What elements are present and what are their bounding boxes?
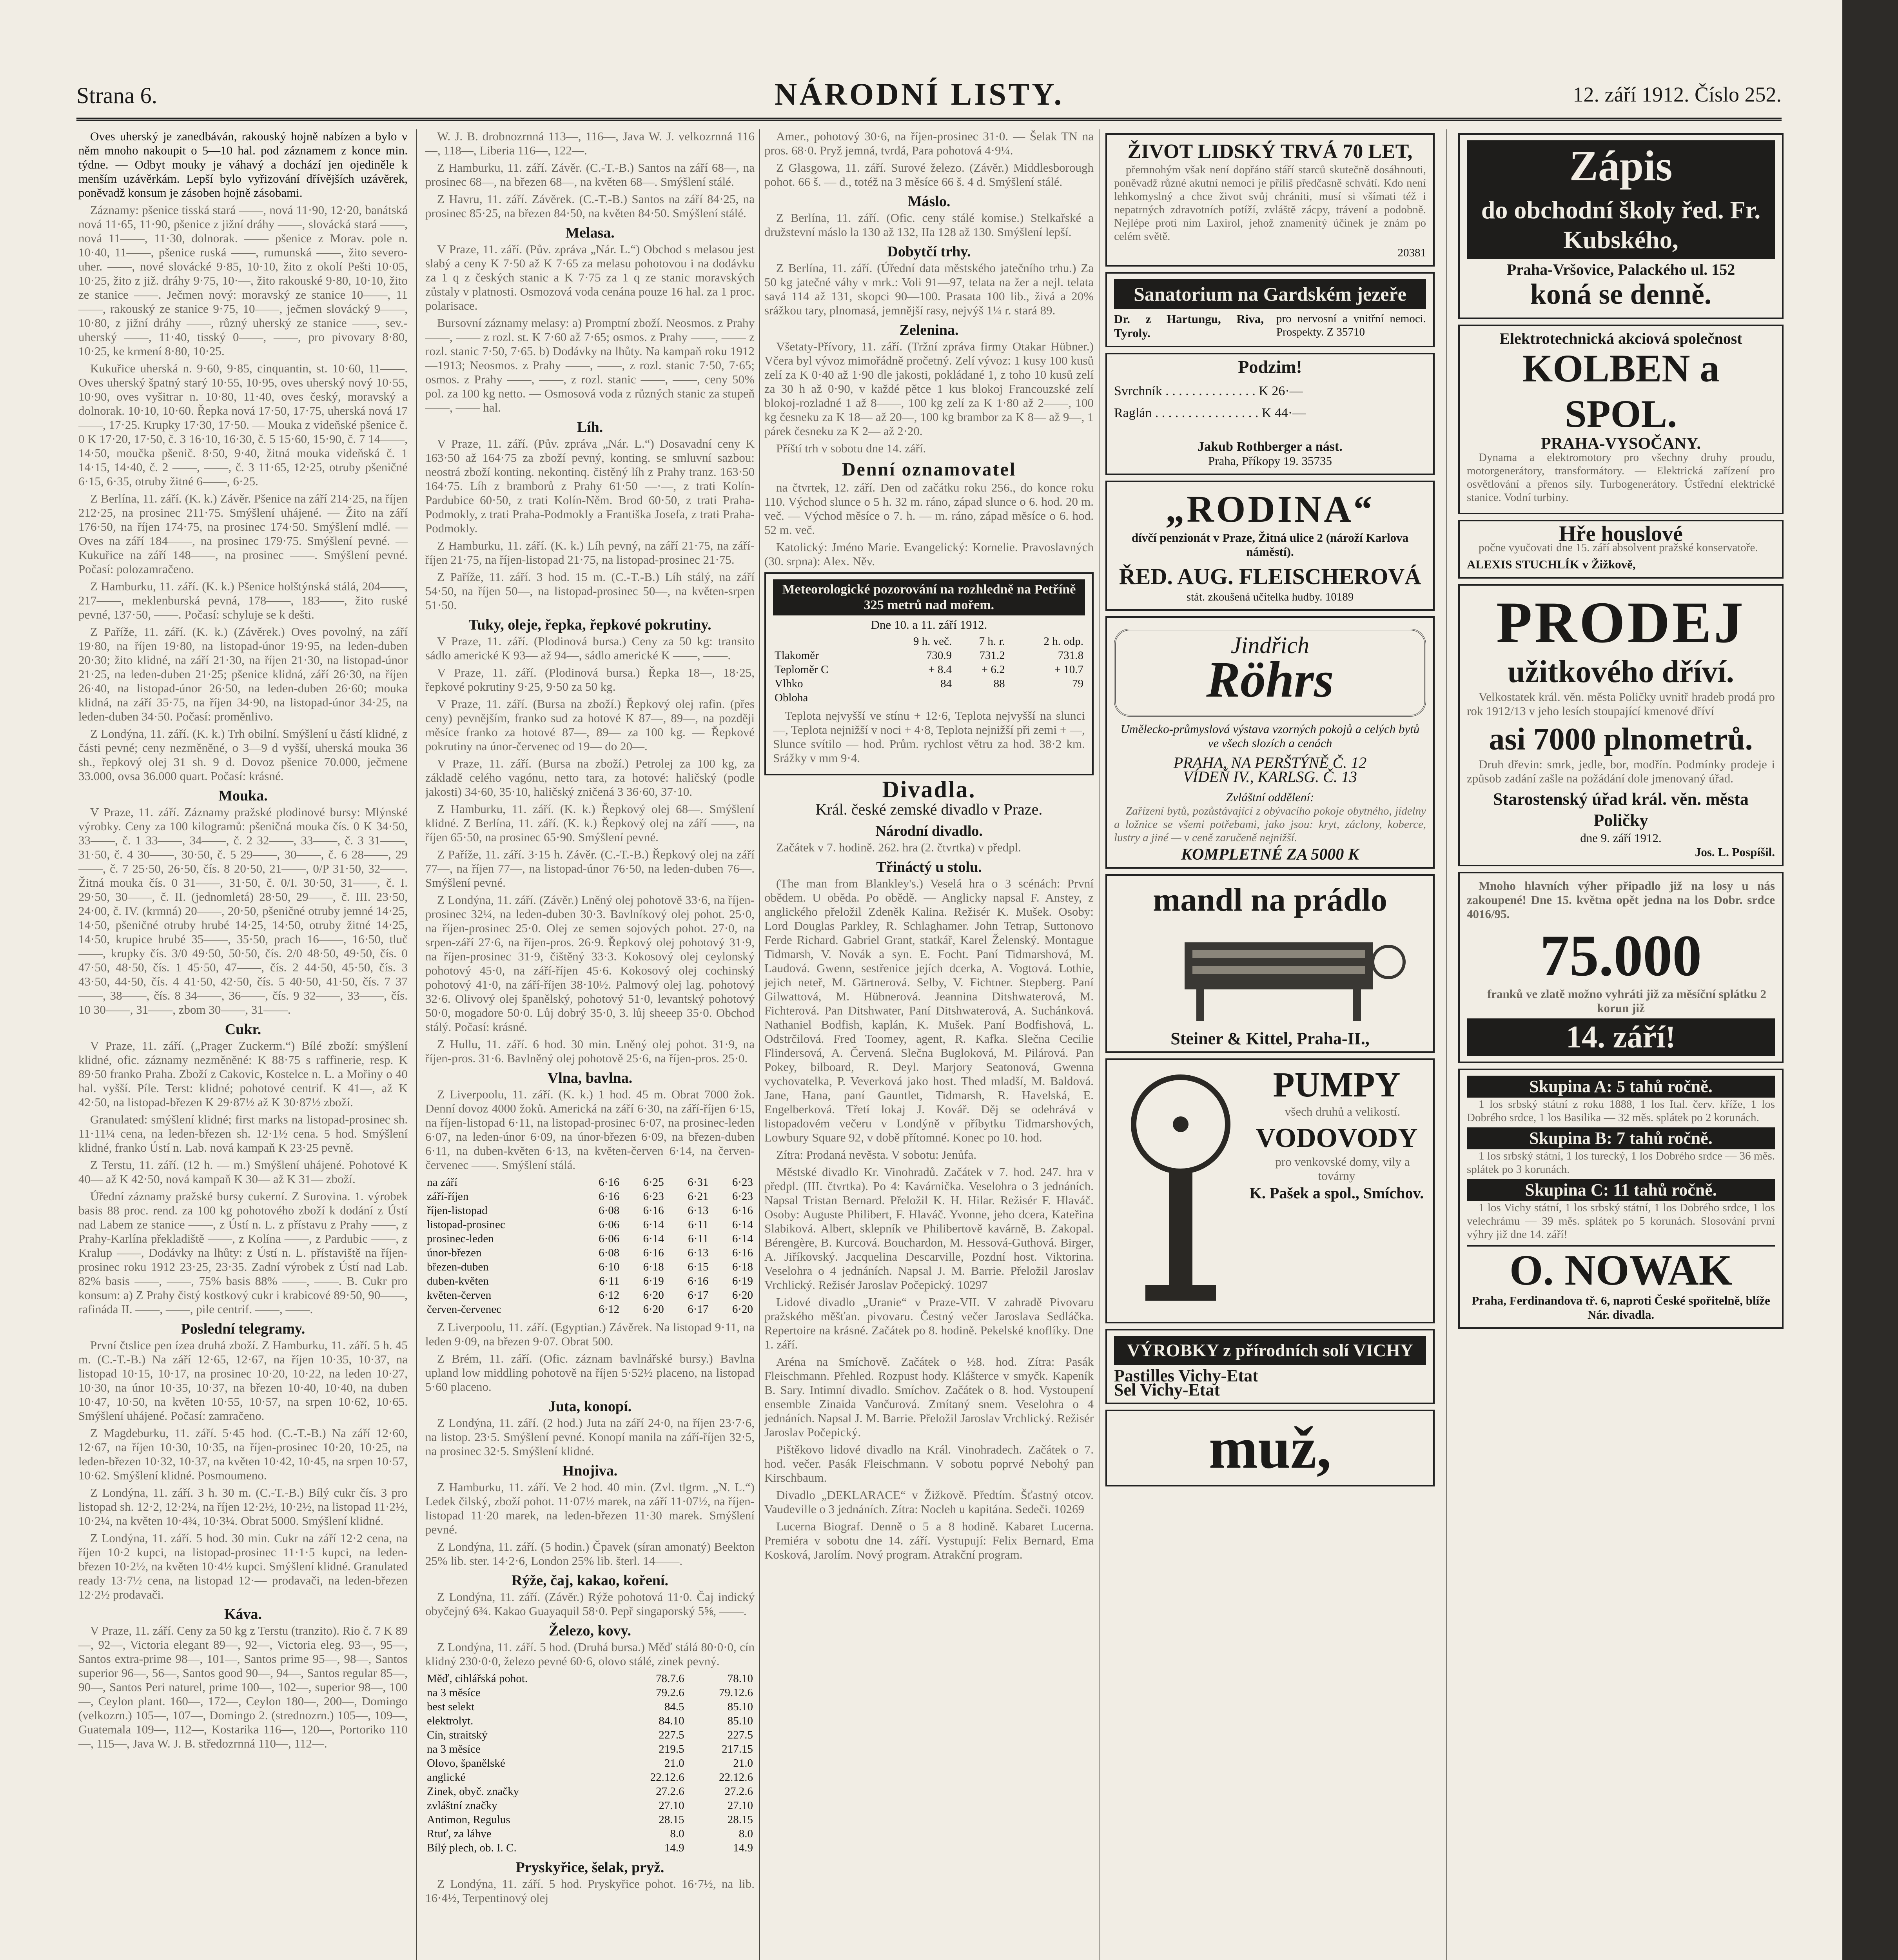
body-text: Z Hamburku, 11. září. Závěr. (C.-T.-B.) Santos na září 68—, na prosinec 68—, na březen 68—, na květen 68—. Smýšlení stálé. [425,161,755,189]
ad-address: Praha-Vršovice, Palackého ul. 152 [1506,261,1735,278]
met-value [877,691,953,705]
ad-text: Umělecko-průmyslová výstava vzorných pokojů a celých bytů ve všech slozích a cenách [1120,722,1420,750]
body-text: V Praze, 11. září. (Plodinová bursa.) Řepka 18—, 18·25, řepkové pokrutiny 9·25, 9·50 za 50 kg. [425,666,755,693]
ad-line: Sel Vichy-Etat [1114,1380,1220,1399]
body-text: Z Hullu, 11. září. 6 hod. 30 min. Lněný olej pohot. 31·9, na říjen-pros. 31·6. Bavlněný olej pohotově 25·6, na říjen-pros. 25·0. [425,1037,755,1065]
ad-text: 1 los Vichy státní, 1 los srbský státní, 1 los Dobrého srdce, 1 los velechrámu — 39 měs. splátek po 5 korunách. Slosování první výhry již dne 14. září! [1467,1201,1775,1241]
ad-text: KOMPLETNÉ ZA 5000 K [1181,846,1359,864]
body-text: Granulated: smýšlení klidné; first marks na listopad-prosinec sh. 11·11¼ cena, na leden-březen sh. 12·1½ cena. 5 hod. Smýšlení klidné, franko Ústí n. Lab. nová kampaň K 23·25 pevně. [78,1112,408,1154]
ad-address: Praha, Příkopy 19. 35735 [1208,454,1332,468]
body-text: Z Londýna, 11. září. 5 hod. Pryskyřice pohot. 16·7½, na lib. 16·4½, Terpentinový olej [425,1877,755,1905]
met-value: + 8.4 [928,663,952,676]
ad-pumpy [1105,1058,1435,1323]
ad-title: VÝROBKY z přírodních solí VICHY [1114,1336,1426,1365]
body-text: Z Brém, 11. září. (Ofic. záznam bavlnářské bursy.) Bavlna upland low middling pohotově na říjen 5·52½ placeno, na listopad 5·60 placeno. [425,1352,755,1394]
ad-text: dívčí penzionát v Praze, Žitná ulice 2 (nároží Karlova náměstí). [1131,531,1409,559]
ad-line: Pastilles Vichy-Etat [1114,1366,1258,1385]
ad-name: ALEXIS STUCHLÍK v Žižkově, [1467,557,1636,571]
body-text: Z Londýna, 11. září. 5 hod. 30 min. Cukr na září 12·2 cena, na říjen 10·2 kupci, na listopad-prosinec 11·1·5 kupci, na leden-březen 10·2½, na květen 10·4½ kupci. Smýšlení klidné. Granulated ready 13·7½ cena, na listopad 12·— prodavači, na leden-březen 12·2½ prodavači. [78,1531,408,1601]
ad-rodina [1105,481,1435,611]
ad-mandl [1105,874,1435,1053]
body-text: Z Liverpoolu, 11. září. (K. k.) 1 hod. 45 m. Obrat 7000 žok. Denní dovoz 4000 žoků. Americká na září 6·30, na září-říjen 6·15, na říjen-listopad 6·11, na listopad-prosinec 6·07, na prosinec-leden 6·07, na leden-únor 6·09, na únor-březen 6·09, na březen-duben 6·11, na duben-květen 6·13, na květen-červen 6·14, na červen-červenec ——. Smýšlení stálá. [425,1087,755,1172]
body-text: Zítra: Prodaná nevěsta. V sobotu: Jenůfa. [776,1148,977,1161]
ad-title: muž, [1208,1416,1332,1481]
body-text: Lidové divadlo „Uranie“ v Praze-VII. V zahradě Pivovaru pražského měšťan. pivovaru. Čestný večer Jaroslava Sedláčka. Repertoire na krásné. Začátek po 8. hodině. Pekelské knoflíky. Dne 1. září. [764,1295,1094,1351]
body-text: Z Paříže, 11. září. 3·15 h. Závěr. (C.-T.-B.) Řepkový olej na září 77—, na říjen 77—, na listopad-únor 76·50, na leden-duben 76—. Smýšlení pevné. [425,848,755,889]
body-text: na čtvrtek, 12. září. Den od začátku roku 256., do konce roku 110. Východ slunce o 5 h. 32 m. ráno, západ slunce o 6. hod. 20 m. več. — Východ měsíce o 7. h. — m. ráno, západ měsíce o 6. hod. 52 m. več. [764,481,1094,537]
body-text: Z Londýna, 11. září. (Závěr.) Lněný olej pohotově 33·6, na říjen-prosinec 32¼, na leden-duben 30·3. Bavlníkový olej pohot. 25·0, na říjen-prosinec 25·0. Olej ze semen sojových pohot. 27·0, na srpen-září 27·6, na říjen-pros. 26·9. Řepkový olej pohotový 31·9, na říjen-prosinec 31·9, čištěný 33·3. Kokosový olej ceylonský pohotový 45·0, na září-říjen 45·6. Kokosový olej cochinský pohotový 41·0, na září-říjen 38·10½. Palmový olej lag. pohotový 32·6. Olivový olej španělský, pohotový 51·0, levantský pohotový 50·0, mogadore 50·0. Lůj dobrý 35·0, 3. lůj sheeep 35·0. Obchod stálý. Počasí: krásné. [425,893,755,1034]
price-line: Svrchník . . . . . . . . . . . . . . K 26·— [1114,384,1303,398]
ad-title: Sanatorium na Gardském jezeře [1114,279,1426,309]
body-text: Divadlo „DEKLARACE“ v Žižkově. Předtím. Šťastný otcov. Vaudeville o 3 jednáních. Zítra: Nocleh u kapitána. Sedeči. 10269 [764,1488,1094,1516]
section-heading: Vlna, bavlna. [547,1070,633,1086]
ad-title: Podzim! [1238,357,1302,377]
theatre-name: Král. české zemské divadlo v Praze. [815,800,1043,818]
page-header [76,74,1782,121]
column-market-reports [78,129,408,1960]
ad-date: dne 9. září 1912. [1580,831,1662,845]
ad-firm: K. Pašek a spol., Smíchov. [1249,1184,1424,1202]
ad-muz [1105,1410,1435,1486]
ad-text: počne vyučovati dne 15. září absolvent pražské konservatoře. [1479,541,1758,554]
ad-text: franků ve zlatě možno vyhráti již za měsíční splátku 2 korun již [1487,987,1767,1015]
body-text: Příští trh v sobotu dne 14. září. [776,441,926,455]
section-heading: Zelenina. [899,322,959,338]
ad-subtitle: užitkového dříví. [1508,655,1734,689]
ad-wood-sale [1458,584,1784,866]
section-heading: Denní oznamovatel [842,459,1016,480]
met-value: 731.8 [1058,649,1083,662]
ad-title: PUMPY [1273,1065,1401,1104]
body-text: Z Londýna, 11. září. (2 hod.) Juta na září 24·0, na říjen 23·7·6, na listop. 23·5. Smýšlení pevné. Konopí manila na září-říjen 32·5, na prosinec 32·5. Smýšlení klidné. [425,1416,755,1458]
ad-firm: Jakub Rothberger a nást. [1198,439,1343,454]
body-text: Z Berlína, 11. září. (Ofic. ceny stálé komise.) Stelkařské a družstevní máslo la 130 až 132, IIa 128 až 130. Smýšlení lepší. [764,211,1094,239]
column-rule [416,129,417,1960]
body-text: Amer., pohotový 30·6, na říjen-prosinec 31·0. — Šelak TN na pros. 68·0. Pryž jemná, tvrdá, Para pohotová 4·9¼. [764,129,1094,157]
issue-date: 12. září 1912. Číslo 252. [1573,83,1782,106]
body-text: Z Londýna, 11. září. 5 hod. (Druhá bursa.) Měď stálá 80·0·0, cín klidný 230·0·0, železo pevné 60·6, olovo stálé, zinek pevný. [425,1640,755,1668]
body-text: Teplota nejvyšší ve stínu + 12·6, Teplota nejvyšší na slunci —, Teplota nejnižší v noci + 4·8, Teplota nejnižší při zemi + —, Slunce svítilo — hod. Prům. rychlost větru za hod. 38·2 km. Srážky v mm 9·4. [773,709,1085,765]
section-heading: Tuky, oleje, řepka, řepkové pokrutiny. [468,617,711,633]
body-text: Bursovní záznamy melasy: a) Promptní zboží. Neosmos. z Prahy ——, —— z rozl. st. K 7·60 až 7·65; osmos. z Prahy ——, —— z rozl. stanic 7·50, 7·65. b) Dodávky na lhůty. Na kampaň roku 1912—1913; Neosmos. z Prahy ——, ——, z rozl. stanic 7·50, 7·65; osmos. z Prahy ——, ——, z rozl. stanic ——, ——, ceny 50% pol. za 100 kg netto. — Osmosová voda z různých stanic za stupeň ——, —— hal. [425,316,755,414]
body-text: V Praze, 11. září. Záznamy pražské plodinové bursy: Mlýnské výrobky. Ceny za 100 kilogramů: pšeničná mouka čís. 0 K 34·50, 33——, č. 1 33——, 34——, č. 2 32——, 33——, č. 3 31——, 31·50, č. 4 30——, 30·50, č. 5 29——, 30——, č. 6 28——, 29——, č. 7 25·50, 26·50, čís. 8 20·50, 21——, 0/P 31·50, 32——. Žitná mouka čís. 0 31——, 31·50, č. 0/I. 30·50, 31——, č. I. 29·50, 30——, č. II. (jednomletá) 28·50, 29——, č. III. 23·50, 24·00, č. IV. (krmná) 20——, 20·50, pšeničné otruby jemné 14·25, 14·50, pšeničné otruby hrubé 14·25, 14·50, otruby žitné 14·25, 14·50, krupice hrubé 35——, 35·50, prach 16——, 16·50, tluč ——, krupky čís. 3/0 49·50, 50·50, čís. 2/0 48·50, 49·50, čís. 0 47·50, 48·50, čís. 1 45·50, 47——, čís. 2 44·50, 45·50, čís. 3 43·50, 44·50, čís. 4 41·50, 42·50, čís. 5 40·50, 41·50, čís. 7 37——, 38——, čís. 8 34——, 36——, čís. 9 32——, 33——, čís. 10 30——, 31——, zbom 30——, 31——. [78,805,408,1016]
ad-highlight: asi 7000 plnometrů. [1489,722,1753,757]
cotton-table: na září 6·16 6·25 6·31 6·23 září-říjen 6·16 6·23 6·21 6·23 říjen-listopad 6·08 6·16 6·13 6·16 listopad-prosinec 6·06 6·14 6·11 6·14 prosinec-leden 6·06 6·14 6·11 6·14 únor-březen 6·08 6·16 6·13 6·16 březen-duben 6·10 6·18 6·15 6·18 duben-květen 6·11 6·19 6·16 6·19 květen-červen 6·12 6·20 6·17 6·20 červen-červenec 6·12 6·20 6·17 6·20 [427,1176,753,1316]
body-text: Z Hamburku, 11. září. (K. k.) Řepkový olej 68—. Smýšlení klidné. Z Berlína, 11. září. (K. k.) Řepkový olej na září ——, na říjen 65·50, na prosinec 65·90. Smýšlení pevné. [425,802,755,844]
met-value: 730.9 [926,649,952,662]
pump-illustration [1114,1065,1247,1316]
section-heading: Divadla. [882,777,976,802]
body-text: V Praze, 11. září. (Pův. zpráva „Nár. L.“) Dosavadní ceny K 163·50 až 164·75 za zboží pevný, konting. se smluvní sazbou: neostrá zboží konting. nekontinq. čistěný líh z Prahy tranz. 163·50 164·75. Líh z bramborů z Prahy 61·50 —·—, z trati Kolín-Pardubice 60·50, z trati Kolín-Něm. Brod 60·50, z trati Praha-Podmokly, z trati Praha-Podmokly a Františka Josefa, z trati Praha-Podmokly. [425,437,755,535]
ad-address: Praha, Ferdinandova tř. 6, naproti České spořitelně, blíže Nár. divadla. [1472,1294,1770,1321]
body-text: Městské divadlo Kr. Vinohradů. Začátek v 7. hod. 247. hra v předpl. (III. čtvrtka). Po 4: Kavárnička. Veselohra o 3 jednáních. Napsal Tristan Bernard. Přeložil K. H. Hilar. Režisér F. Hlaváč. Osoby: Auguste Philibert, F. Hlaváč. Yvonne, jeho dcera, Kateřina Slabiková. Albert, sklepník ve Philibertově kavárně, B. Zakopal. Bérengère, B. Kurcová. Bouchardon, M. Hessová-Guthová. Birger, A. Jiříkovský. Jacquelina Descarville, Pozdní host. Viktorina. Veselohra o 4 jednáních. Napsal J. M. Barrie. Přeložil Jaroslav Vrchlický. Režisér Jaroslav Počepický. 10297 [764,1165,1094,1292]
ad-subtitle: do obchodní školy řed. Fr. Kubského, [1467,191,1775,259]
ad-text: 1 los srbský státní, 1 los turecký, 1 los Dobrého srdce — 36 měs. splátek po 3 korunách. [1467,1150,1775,1176]
section-heading: Rýže, čaj, kakao, koření. [511,1572,669,1589]
body-text: Z Londýna, 11. září. (Závěr.) Rýže pohotová 11·0. Čaj indický obyčejný 6¾. Kakao Guayaquil 58·0. Pepř singaporský 5⅝, ——. [425,1590,755,1618]
body-text: První čtslice pen ízea druhá zboží. Z Hamburku, 11. září. 5 h. 45 m. (C.-T.-B.) Na září 12·65, 12·67, na říjen 10·35, 10·37, na listopad 10·15, 10·17, na prosinec 10·20, 10·22, na leden 10·27, 10·30, na únor 10·35, 10·37, na březen 10·40, 10·40, na duben 10·47, 10·50, na květen 10·55, 10·57, na srpen 10·62, 10·65. Smýšlení uhájené. Počasí: zamračeno. [78,1338,408,1423]
met-value: 731.2 [979,649,1005,662]
play-title: Třináctý u stolu. [876,859,982,875]
section-heading: Dobytčí trhy. [887,243,971,260]
ad-text: přemnohým však není dopřáno stáří starců skutečně dosáhnouti, poněvadž různé akutní nemoci je příliš předčasně schvátí. Kdo není lehkomyslný a chce život svůj chrániti, musí si všímati též i nepatrných zdravotních potíží, zvláště zácpy, trávení a podobně. Nejlépe proti nim Laxirol, jehož znamenitý účinek je znám po celém světě. [1114,163,1426,243]
body-text: Záznamy: pšenice tisská stará ——, nová 11·90, 12·20, banátská nová 11·65, 11·90, pšenice z jižní dráhy ——, slovácká stará ——, nová 11——, 11·30, dolnorak. —— pšenice z Morav. pole n. 10·40, 11——, pšenice ruská ——, rumunská ——, žito severo-uher. ——, nové slovácké 9·85, 10·10, žito z okolí Pešti 10·05, 10·25, žito z již. dráhy 9·75, 10·—, žito rakouské 9·80, 10·10, žito ze stanice ——. Ječmen nový: moravský ze stanice 10——, 11——, rakouský ze stanice 9·75, 10——, ječmen slovácký 9——, 10·80, z jižní dráhy ——, různý uherský ze stanice ——, sev.-uherský ——, 11·40, tisský 0——, ——, pro pivovary 8·80, 10·25, ke krmení 8·80, 10·25. [78,203,408,358]
ad-title: Elektrotechnická akciová společnost [1499,330,1742,347]
body-text: Z Terstu, 11. září. (12 h. — m.) Smýšlení uhájené. Pohotové K 40— až K 42·50, nová kampaň K 30— až K 31— zboží. [78,1158,408,1186]
ad-text: Mnoho hlavních výher připadlo již na losy u nás zakoupené! Dne 15. května opět jedna na los Dobr. srdce 4016/95. [1467,879,1775,921]
met-time: 2 h. odp. [1043,635,1083,648]
ad-firm: Steiner & Kittel, Praha-II., [1170,1029,1370,1048]
mangle-illustration [1114,919,1420,1029]
body-text: Katolický: Jméno Marie. Evangelický: Kornelie. Pravoslavných (30. srpna): Alex. Něv. [764,540,1094,568]
met-time: 9 h. več. [913,635,952,648]
column-rule [759,129,760,1960]
column-news-theatre [764,129,1094,1960]
body-text: Začátek v 7. hodině. 262. hra (2. čtvrtka) v předpl. [776,840,1021,854]
met-label: Tlakoměr [775,649,819,662]
ad-text: 1 los srbský státní z roku 1888, 1 los Ital. červ. kříže, 1 los Dobrého srdce, 1 los Basilika — 32 měs. splátek po 2 korunách. [1467,1098,1775,1124]
body-text: Z Berlína, 11. září. (K. k.) Závěr. Pšenice na září 214·25, na říjen 212·25, na prosinec 211·75. Smýšlení uhájené. — Žito na září 176·50, na říjen 174·75, na prosinec 174·50. Smýšlení mdlé. — Oves na září 184——, na prosinec 179·75. Smýšlení pevné. — Kukuřice na září 148——, na prosinec ——. Smýšlení pevné. Počasí: polozamračeno. [78,492,408,576]
ad-number: 20381 [1397,247,1426,259]
body-text: Z Londýna, 11. září. 3 h. 30 m. (C.-T.-B.) Bílý cukr čís. 3 pro listopad sh. 12·2, 12·2¼, na říjen 12·2½, 10·2½, na listopad 11·2½, 10·2¼, na květen 10·4¾, 10·3¼. Obrat 5000. Smýšlení klidné. [78,1486,408,1528]
meteorology-date: Dne 10. a 11. září 1912. [871,618,987,632]
body-text: Z Berlína, 11. září. (Úřední data městského jatečního trhu.) Za 50 kg jatečné váhy v mrk.: Voli 91—97, telata na žer a nejl. telata savá 114 až 131, skopci 90—100. Prasata 100 lib., živá a 20% srážkou tary, plnomasá, jemnější rasy, nejvýš 1¼ r. stará 89. [764,261,1094,317]
met-label: Vlhko [775,677,803,690]
ad-highlight: 14. září! [1467,1018,1775,1056]
body-text: Všetaty-Přívory, 11. září. (Tržní zpráva firmy Otakar Hübner.) Včera byl vývoz mimořádně pročetný. Zelí vývoz: 1 kusy 100 kusů zelí za K 0·40 až 1·90 dle jakosti, pokládané 1, z toho 10 kusů zelí za 30 h až 0·90, v každé pětce 1 kus blokoj Francouzské zelí blokoj-rozladné 1 až 8——, 100 kg zelí za K 1·80 až 2——, 100 kg česneku za K 18— až 20—, 100 kg brambor za K 8— až 9—, 1 párek česneku za K 2— až 2·20. [764,339,1094,438]
body-text: Lucerna Biograf. Denně o 5 a 8 hodině. Kabaret Lucerna. Premiéra v sobotu dne 14. září. Vystupují: Felix Bernard, Ema Kosková, Jarolím. Nový program. Atrakční program. [764,1519,1094,1561]
body-text: V Praze, 11. září. (Bursa na zboží.) Řepkový olej rafin. (přes ceny) pevnějším, franko sud za hotové K 87—, 89—, na později měsíce franko za hotové 87—, 89— za 100 kg. — Řepkové pokrutiny na únor-červenec od 19— do 20—. [425,697,755,753]
body-text: Kukuřice uherská n. 9·60, 9·85, cinquantin, st. 10·60, 11——. Oves uherský špatný starý 10·55, 10·95, oves uherský nový 10·55, 10·90, oves vyšitrar n. 10·80, 11·40, oves český, moravský a dolnorak. 10·10, 10·60. Řepka nová 17·50, 17·75, uherská nová 17——, 17·25. Krupky 17·30, 17·50. — Mouka z videňské pšenice č. 0 K 17·20, 17·50, č. 3 16·10, 16·30, č. 5 15·60, 15·90, č. 7 14——, 14·50, moučka pšenič. 8·50, 9·40, žitná mouka videňská č. 1 14·15, 14·40, č. 2 ——, ——, č. 3 11·65, 12·25, otruby pšeničné 6·15, 6·35, otruby žitné 6——, 6·25. [78,361,408,488]
ad-name: KOLBEN a SPOL. [1522,347,1720,436]
ad-kolben [1458,325,1784,514]
body-text: Pištěkovo lidové divadlo na Král. Vinohradech. Začátek o 7. hod. večer. Pasák Fleischmann. V sobotu poprvé Nebohý pan Kirschbaum. [764,1443,1094,1485]
ad-firm: O. NOWAK [1467,1245,1775,1294]
met-time: 7 h. r. [979,635,1005,648]
ad-signature: Jos. L. Pospíšil. [1695,845,1775,859]
ad-title: PRODEJ [1496,590,1746,655]
logo-text: Jindřich [1231,632,1309,658]
meteorology-box [764,572,1094,775]
section-heading: Juta, konopí. [548,1398,632,1415]
ad-text: Druh dřevin: smrk, jedle, bor, modřín. Podmínky prodeje i způsob zadání zašle na požádání dole jmenovaný úřad. [1467,757,1775,785]
body-text: V Praze, 11. září. Ceny za 50 kg z Terstu (tranzito). Rio č. 7 K 89—, 92—, Victoria elegant 89—, 92—, Victoria eleg. 93—, 95—, Santos extra-prime 98—, 101—, Santos prime 95—, 98—, Santos superior 96—, 56—, Santos good 90—, 94—, Santos regular 85—, 90—, Santos Peri naturel, prime 100—, 102—, superior 98—, 100—, Ceylon plant. 160—, 172—, Ceylon 180—, 200—, Domingo (velkozrn.) 105—, 107—, Domingo 2. (strednozrn.) 105—, 109—, Guatemala 109—, 112—, Kostarika 116—, 120—, Portoriko 110—, 115—, Java W. J. B. středozrnná 110—, 112—. [78,1624,408,1750]
ad-text: pro venkovské domy, vily a továrny [1275,1155,1410,1183]
ad-subtitle: VODOVODY [1256,1123,1418,1153]
ad-life-insurance [1105,133,1435,267]
price-line: Raglán . . . . . . . . . . . . . . . . K 44·— [1114,406,1306,420]
ad-text: pro nervosní a vnitřní nemoci. Prospekty. Z 35710 [1276,312,1426,338]
ad-sanatorium [1105,272,1435,347]
section-heading: Poslední telegramy. [181,1321,305,1337]
ad-address: PRAHA-VYSOČANY. [1541,435,1701,453]
met-value: + 6.2 [981,663,1005,676]
masthead-title: NÁRODNÍ LISTY. [774,77,1064,112]
section-heading: Máslo. [907,193,951,210]
column-rule [1446,129,1447,1960]
ad-title: Zápis [1467,140,1775,191]
section-heading: Káva. [224,1606,262,1622]
ad-vichy [1105,1329,1435,1404]
ad-text: Zařízení bytů, pozůstávající z obývacího pokoje obytného, jídelny a ložnice se všemi potřebami, jako jsou: kryt, záclony, koberce, lustry a jiné — v ceně zaručeně nejnižší. [1114,805,1426,844]
ad-autumn-clothing [1105,353,1435,475]
section-heading: Cukr. [225,1021,261,1038]
body-text: Z Glasgowa, 11. září. Surové železo. (Závěr.) Middlesborough pohot. 66 š. — d., totéž na 3 měsíce 66 š. 4 d. Smýšlení stálé. [764,161,1094,189]
ad-address: VÍDEŇ IV., KARLSG. Č. 13 [1183,768,1357,786]
body-text: Z Havru, 11. září. Závěrek. (C.-T.-B.) Santos na září 84·25, na prosinec 85·25, na březen 84·50, na květen 84·50. Smýšlení stálé. [425,192,755,220]
column-commodities [425,129,755,1960]
metals-table: Měď, cihlářská pohot. 78.7.6 78.10 na 3 měsíce 79.2.6 79.12.6 best selekt 84.5 85.10 elektrolyt. 84.10 85.10 Cín, straitský 227.5 227.5 na 3 měsíce 219.5 217.15 Olovo, španělské 21.0 21.0 anglické 22.12.6 22.12.6 Zinek, obyč. značky 27.2.6 27.2.6 zvláštní značky 27.10 27.10 Antimon, Regulus 28.15 28.15 Rtuť, za láhve 8.0 8.0 Bílý plech, ob. I. C. 14.9 14.9 [427,1672,753,1854]
met-label: Teploměr C [775,663,829,676]
body-text: Z Hamburku, 11. září. Ve 2 hod. 40 min. (Zvl. tlgrm. „N. L.“) Ledek čilský, zboží pohot. 11·07½ marek, na září 11·07½, na říjen-listopad 11·20 marek, na leden-březen 11·30 marek. Smýšlení pevné. [425,1480,755,1536]
body-text: V Praze, 11. září. (Bursa na zboží.) Petrolej za 100 kg, za základě celého vagónu, netto tara, za hotové: haličský (podle jakosti) 34·60, 35·10, haličský zničená 3 36·60, 37·10. [425,757,755,799]
met-label: Obloha [775,691,808,704]
page-edge [1842,0,1898,1960]
ad-text: Dynama a elektromotory pro všechny druhy proudu, motorgenerátory, transformátory. — Elektrická zařízení pro osvětlování a přenos síly. Turbogenerátory. Ústřední elektrické stanice. Vodní turbiny. [1467,451,1775,504]
body-text: Z Hamburku, 11. září. (K. k.) Líh pevný, na září 21·75, na září-říjen 21·75, na říjen-listopad 21·75, na listopad-prosinec 21·75. [425,539,755,566]
ad-title: „RODINA“ [1165,488,1375,530]
body-text: V Praze, 11. září. (Plodinová bursa.) Ceny za 50 kg: transito sádlo americké K 93— až 94—, sádlo americké K ——, ——. [425,634,755,662]
body-text: Z Paříže, 11. září. (K. k.) (Závěrek.) Oves povolný, na září 19·80, na říjen 19·80, na listopad-únor 19·95, na leden-duben 20·30; žito klidné, na září 21·30, na říjen 21·30, na listopad-únor 21·25, na leden-duben 21·25; pšenice klidná, září 26·30, na říjen 26·40, na listopad-únor 26·50, na leden-duben 26·60; mouka klidná, na září 35·75, na říjen 34·90, na listopad-únor 34·25, na leden-duben 34·50. Počasí: proměnlivo. [78,625,408,723]
ad-title: Hře houslové [1559,522,1683,546]
met-value: 84 [940,677,952,690]
section-heading: Mouka. [218,788,268,804]
ad-group: Skupina C: 11 tahů ročně. [1467,1179,1775,1201]
ad-group: Skupina B: 7 tahů ročně. [1467,1127,1775,1149]
meteorology-table [773,634,1085,705]
ad-title: mandl na prádlo [1153,882,1387,918]
body-text: Z Londýna, 11. září. (5 hodin.) Čpavek (síran amonatý) Beekton 25% lib. ster. 14·2·6, London 25% lib. šterl. 14——. [425,1540,755,1568]
rohrs-logo [1114,629,1426,717]
body-text: Z Magdeburku, 11. září. 5·45 hod. (C.-T.-B.) Na září 12·60, 12·67, na říjen 10·30, 10·35, na říjen-prosinec 10·20, 10·25, na leden-březen 10·32, 10·37, na květen 10·42, 10·45, na srpen 10·57, 10·62. Smýšlení klidné. Posmoumeno. [78,1426,408,1482]
market-intro: Oves uherský je zanedbáván, rakouský hojně nabízen a bylo v něm mnoho nakoupit o 5—10 hal. pod záznamem z konce min. týdne. — Odbyt mouky je váhavý a dochází jen ojediněle k menším uzávěrkám. Lepší bylo vyřizování dřívějších uzávěrek, poněvadž konsum je zásoben hojně zásobami. [78,129,408,200]
section-heading: Melasa. [565,225,615,241]
ad-nowak [1458,1069,1784,1329]
body-text: Z Paříže, 11. září. 3 hod. 15 m. (C.-T.-B.) Líh stálý, na září 54·50, na říjen 50—, na listopad-prosinec 50—, na květen-srpen 51·50. [425,570,755,612]
body-text: Z Liverpoolu, 11. září. (Egyptian.) Závěrek. Na listopad 9·11, na leden 9·09, na březen 9·07. Obrat 500. [425,1320,755,1348]
met-value: 88 [993,677,1005,690]
body-text: (The man from Blankley's.) Veselá hra o 3 scénách: První obědem. U oběda. Po obědě. — Anglicky napsal F. Anstey, z anglického přeložil Zdeněk Kalina. Režisér K. Mušek. Osoby: Lord Douglas Parkley, R. Schlaghamer. John Tetrap, Suttonovo Ferde Richard. Gabriel Grant, statkář, Karel Želenský. Montague Tidmarsh, V. Novák a syn. E. Focht. Paní Tidmarshová, M. Laudová. Gwenn, sestřenice jejích dcerka, A. Vogtová. Lothie, jejich neteř, M. Gärtnerová. Selby, V. Fichtner. Stepberg. Paní Gilwattová, M. Hübnerová. Jeannina Ditshwaterová, M. Fichterová. Pan Ditshwater, Paní Ditshwaterová, A. Suchánková. Nathaniel Bodfish, kaplán, K. Mušek. Paní Bodfishová, L. Odstrčilová. Fred Toomey, agent, R. Kafka. Slečna Cecilie Flindersová, A. Červená. Slečna Bugloková, M. Pilárová. Pan Pokey, bilboard, R. Deyl. Marjory Seatonová, Gwenna vychovatelka, P. Veverková jako host. Thed mladší, M. Baldová. Jane, Hana, paní Gauntlet, Tidmarsh, R. Havelská, E. Engelberková. Třetí lokaj J. Kovář. Děj se odehrává v listopadovém večeru v Londýně v příbytku Tidmarshových, Lowbury Square 92, v době přítomné. Konec po 10. hod. [764,877,1094,1144]
body-text: W. J. B. drobnozrnná 113—, 116—, Java W. J. velkozrnná 116—, 118—, Liberia 116—, 122—. [425,129,755,157]
ad-text: Zvláštní oddělení: [1226,790,1314,804]
column-ads-right [1458,129,1784,1960]
body-text: V Praze, 11. září. („Prager Zuckerm.“) Bílé zboží: smýšlení klidné, ofic. záznamy nezměněné: K 88·75 s raffinerie, resp. K 89·50 franko Praha. Zboží z Cakovic, Kostelce n. L. a Mořiny o 40 hal. vyšší. Píle. Terst: klidné; pohotové centrif. K 41—, až K 42·50, na listopad-březen K 29·87½ až K 30·87½ zboží. [78,1039,408,1109]
ad-highlight: 75.000 [1540,923,1702,988]
section-heading: Pryskyřice, šelak, pryž. [515,1859,664,1876]
body-text: V Praze, 11. září. (Pův. zpráva „Nár. L.“) Obchod s melasou jest slabý a ceny K 7·50 až K 7·65 za melasu pohotovou i na dodávku za 1 q z českých stanic a K 7·75 za 1 q ze stanic moravských zůstaly v platnosti. Osmozová voda cenána pouze 16 hal. za 1 proc. polarisace. [425,242,755,312]
ad-violin [1458,520,1784,579]
section-heading: Železo, kovy. [548,1622,631,1639]
ad-lottery [1458,872,1784,1063]
ad-text: všech druhů a velikostí. [1285,1105,1401,1118]
body-text: Úřední záznamy pražské bursy cukerní. Z Surovina. 1. výrobek basis 88 proc. rend. za 100 kg pohotového zboží k dodání z Ústí nad Labem ze stanice ——, z Ústí n. L. z přístavu z Prahy ——, z Prahy-Karlína překladiště ——, z Kolína ——, z Pardubic ——, z Kralup ——, Dodávky na lhůty: z Ústí n. L. přístaviště na říjen-prosinec roku 1912 23·25, 23·35. Zadní výrobek z Ústí nad Lab. 82% basis ——, ——, 75% basis 88% ——, ——. B. Cukr pro konsum: a) Z Prahy čistý kostkový cukr i krabicové 89·50, 90——, rafináda II. ——, ——, pile centrif. ——, ——. [78,1189,408,1316]
met-value [953,691,1006,705]
ad-name: Dr. z Hartungu, Riva, Tyroly. [1114,312,1264,340]
body-text: Aréna na Smíchově. Začátek o ½8. hod. Zítra: Pasák Fleischmann. Přehled. Rozpust hody. Klášterce v smyčk. Kapeník B. Sary. Intimní divadlo. Smíchov. Začátek o 8. hod. Vystoupení ensemble Zinaida Vančurová. Zmítaný snem. Veselohra o 4 jednáních. Napsal J. M. Barrie. Přeložil Jaroslav Vrchlický. Režisér Jaroslav Počepický. [764,1355,1094,1439]
ad-text: Velkostatek král. věn. města Poličky uvnitř hradeb prodá pro rok 1912/13 v jeho lesích stoupající kmenové dříví [1467,690,1775,718]
ad-signature: Starostenský úřad král. věn. města Poličky [1493,789,1749,830]
met-value [1007,691,1085,705]
page-number: Strana 6. [76,83,158,108]
ad-rohrs [1105,616,1435,869]
body-text: Z Londýna, 11. září. (K. k.) Trh obilní. Smýšlení u částí klidné, z části pevné; ceny nezměněné, o 3—9 d vyšší, uherská mouka 36 sh., řepkový olej 31 sh. 9 d. Dovoz pšenice 70.000, ječmene 33.000, ovsa 36.000 quart. Počasí: krásné. [78,727,408,783]
section-heading: Hnojiva. [562,1463,618,1479]
section-heading: Líh. [577,419,603,436]
column-ads-left [1105,129,1435,1960]
meteorology-title: Meteorologické pozorování na rozhledně na Petříně 325 metrů nad mořem. [773,579,1085,615]
ad-title: ŽIVOT LIDSKÝ TRVÁ 70 LET, [1127,140,1413,163]
theatre-subtitle: Národní divadlo. [875,823,983,839]
ad-group: Skupina A: 5 tahů ročně. [1467,1076,1775,1098]
ad-highlight: koná se denně. [1530,278,1712,310]
met-value: + 10.7 [1054,663,1083,676]
ad-text: stát. zkoušená učitelka hudby. 10189 [1186,591,1354,603]
body-text: Z Hamburku, 11. září. (K. k.) Pšenice holštýnská stálá, 204——, 217——, meklenburská pevná, 178——, 183——, žito ruské pevné, 137·50, ——. Počasí: schyluje se k dešti. [78,579,408,621]
ad-address: PRAHA, NA PERŠTÝNĚ Č. 12 [1173,754,1367,771]
ad-name: ŘED. AUG. FLEISCHEROVÁ [1119,564,1421,589]
logo-text: Röhrs [1206,652,1334,708]
met-value: 79 [1072,677,1083,690]
ad-kubsky-school [1458,133,1784,319]
